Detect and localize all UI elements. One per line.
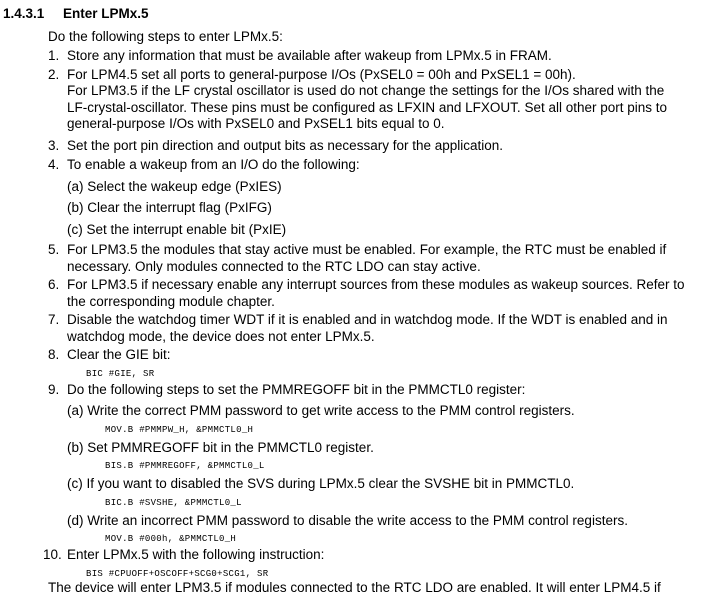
- code-clear-svshe: BIC.B #SVSHE, &PMMCTL0_L: [105, 497, 242, 508]
- step-6: 6. For LPM3.5 if necessary enable any interrupt sources from these modules as wakeup sources. Refer to the corresponding module chapter.: [48, 277, 685, 309]
- step-4: 4. To enable a wakeup from an I/O do the following:: [48, 157, 360, 172]
- code-clear-gie: BIC #GIE, SR: [86, 368, 155, 379]
- step-7: 7. Disable the watchdog timer WDT if it is enabled and in watchdog mode. If the WDT is enabled and in watchdog mode, the device does not enter LPMx.5.: [48, 312, 668, 344]
- step-4b: (b) Clear the interrupt flag (PxIFG): [67, 200, 272, 215]
- step-9: 9. Do the following steps to set the PMMREGOFF bit in the PMMCTL0 register:: [48, 381, 526, 397]
- step-1: 1. Store any information that must be available after wakeup from LPMx.5 in FRAM.: [48, 48, 552, 63]
- code-enter-lpm: BIS #CPUOFF+OSCOFF+SCG0+SCG1, SR: [86, 568, 269, 579]
- intro-text: Do the following steps to enter LPMx.5:: [48, 29, 283, 44]
- code-invalid-password: MOV.B #000h, &PMMCTL0_H: [105, 534, 237, 544]
- section-heading: [3, 6, 149, 21]
- step-10: 10. Enter LPMx.5 with the following instruction:: [43, 547, 325, 562]
- step-2: 2. For LPM4.5 set all ports to general-purpose I/Os (PxSEL0 = 00h and PxSEL1 = 00h). For LPM3.5 if the LF crystal oscillator is used do not change the settings for the I/Os shared with the LF-crystal-oscillator. These pins must be configured as LFXIN and LFXOUT. Set all other port pins to general-purpose I/Os with PxSEL0 and PxSEL1 bits equal to 0.: [0, 67, 709, 133]
- step-2-continuation: For LPM3.5 if the LF crystal oscillator is used do not change the settings for the I/Os shared with the LF-crystal-oscillator. These pins must be configured as LFXIN and LFXOUT. Set all other port pins to general-purpose I/Os with PxSEL0 and PxSEL1 bits equal to 0.: [67, 83, 668, 131]
- steps-list: [0, 48, 709, 582]
- step-9a: (a) Write the correct PMM password to get write access to the PMM control registers.: [67, 403, 575, 418]
- code-set-pmmregoff: BIS.B #PMMREGOFF, &PMMCTL0_L: [105, 461, 265, 471]
- step-3: 3. Set the port pin direction and output bits as necessary for the application.: [48, 137, 504, 153]
- step-9b: (b) Set PMMREGOFF bit in the PMMCTL0 register.: [67, 439, 374, 455]
- code-pmm-password: MOV.B #PMMPW_H, &PMMCTL0_H: [105, 424, 254, 435]
- step-9d: (d) Write an incorrect PMM password to disable the write access to the PMM control registers.: [67, 512, 628, 528]
- step-4c: (c) Set the interrupt enable bit (PxIE): [67, 221, 287, 237]
- step-8: 8. Clear the GIE bit:: [48, 347, 171, 362]
- step-4a: (a) Select the wakeup edge (PxIES): [67, 178, 282, 194]
- step-5: 5. For LPM3.5 the modules that stay active must be enabled. For example, the RTC must be enabled if necessary. Only modules connected to the RTC LDO can stay active.: [48, 242, 667, 274]
- closing-paragraph: The device will enter LPM3.5 if modules connected to the RTC LDO are enabled. It will enter LPM4.5 if: [48, 580, 661, 595]
- section-title: Enter LPMx.5: [63, 6, 149, 21]
- section-number: 1.4.3.1: [3, 6, 45, 21]
- step-9c: (c) If you want to disabled the SVS during LPMx.5 clear the SVSHE bit in PMMCTL0.: [67, 476, 575, 491]
